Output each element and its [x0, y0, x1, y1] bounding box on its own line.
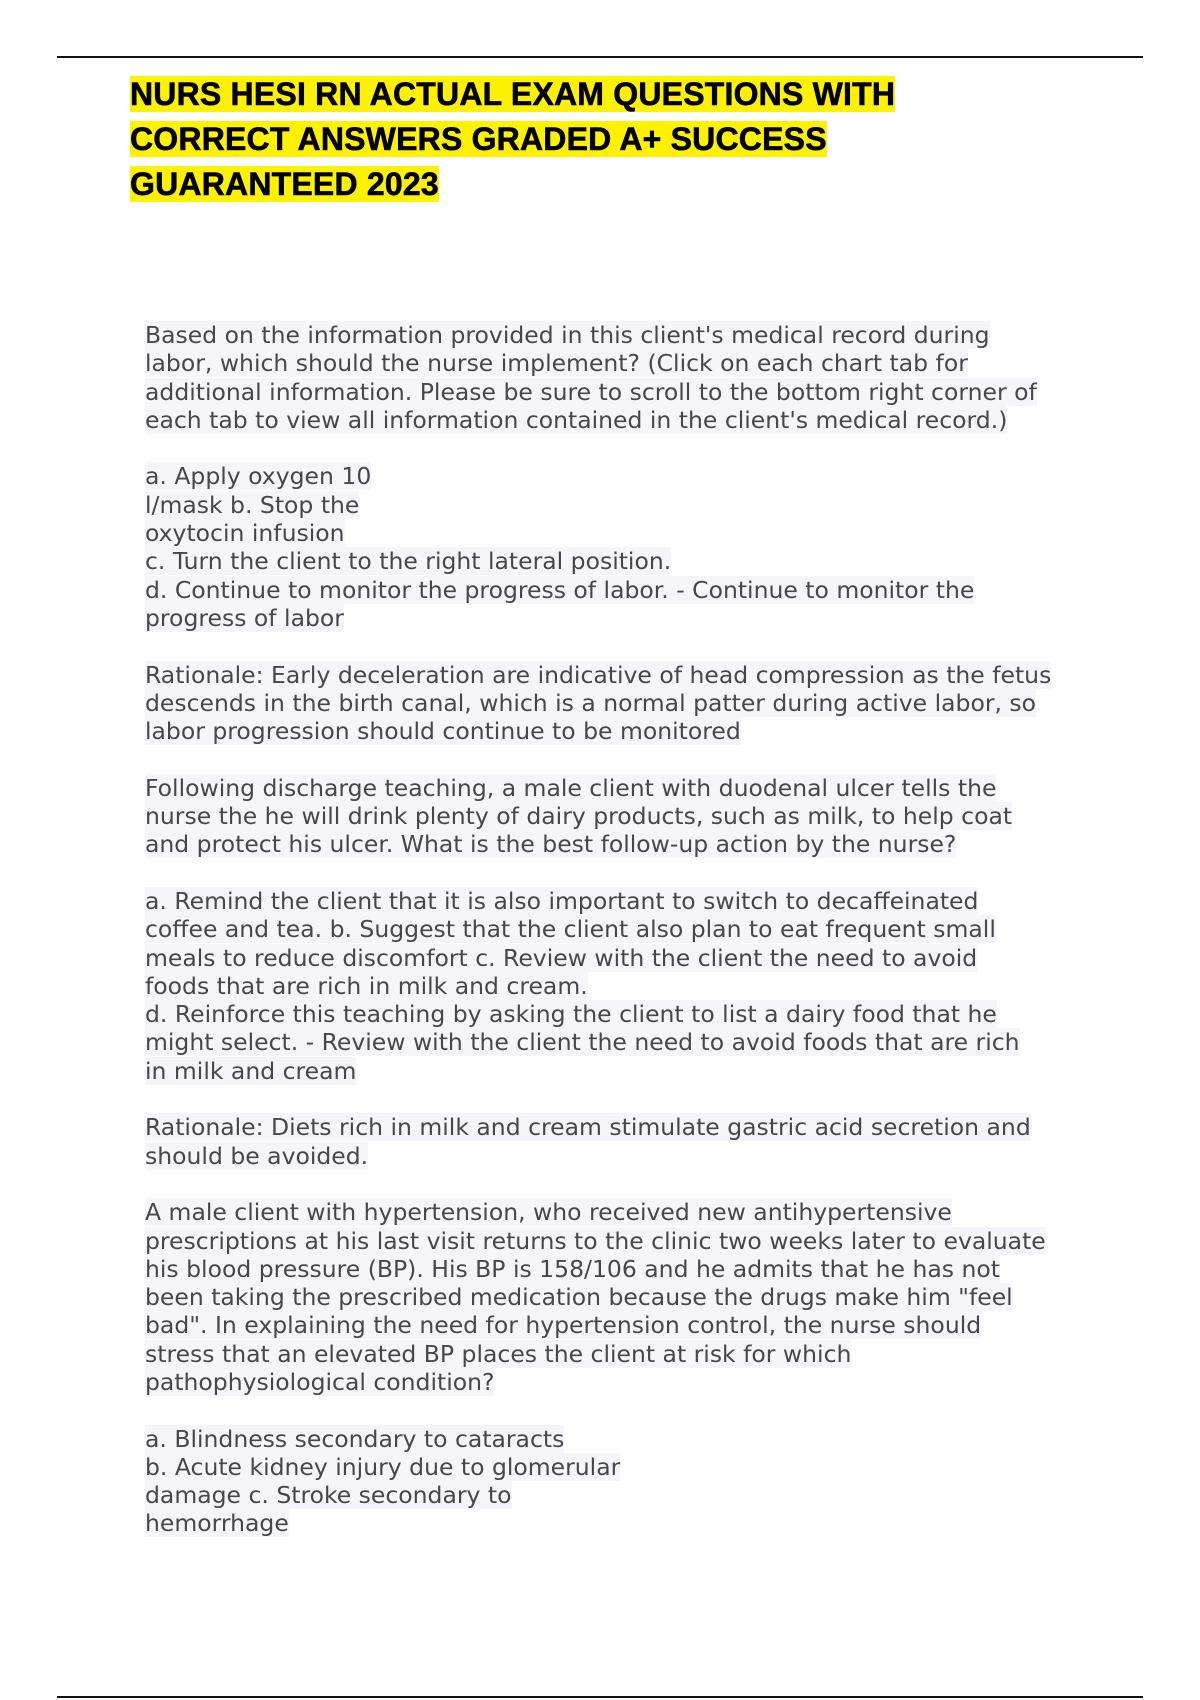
body-line — [145, 349, 1145, 377]
body-line — [145, 689, 1145, 717]
body-line — [145, 1453, 1145, 1481]
body-paragraph — [145, 887, 1145, 1085]
body-line-text: Based on the information provided in this client's medical record during — [145, 321, 990, 349]
body-line-text: stress that an elevated BP places the client at risk for which — [145, 1339, 852, 1368]
title-line: NURS HESI RN ACTUAL EXAM QUESTIONS WITH — [130, 76, 896, 112]
body-line-text: bad". In explaining the need for hypertension control, the nurse should — [145, 1311, 982, 1340]
body-line — [145, 547, 1145, 575]
body-line-text: a. Blindness secondary to cataracts — [145, 1424, 565, 1453]
body-line — [145, 972, 1145, 1000]
title-line: CORRECT ANSWERS GRADED A+ SUCCESS — [130, 121, 827, 157]
body-line-text: labor, which should the nurse implement? (Click on each chart tab for — [145, 349, 968, 378]
body-line-text: might select. - Review with the client the need to avoid foods that are rich — [145, 1028, 1020, 1057]
body-line-text: his blood pressure (BP). His BP is 158/106 and he admits that he has not — [145, 1254, 1000, 1283]
body-line-text: foods that are rich in milk and cream. — [145, 971, 588, 1000]
body-line-text: d. Reinforce this teaching by asking the client to list a dairy food that he — [145, 1000, 997, 1029]
body-line — [145, 1142, 1145, 1170]
body-line-text: coffee and tea. b. Suggest that the client also plan to eat frequent small — [145, 915, 996, 944]
body-paragraph — [145, 462, 1145, 632]
body-line — [145, 717, 1145, 745]
bottom-rule — [57, 1696, 1143, 1698]
body-line — [145, 1198, 1145, 1226]
body-line — [145, 491, 1145, 519]
body-line-text: should be avoided. — [145, 1141, 369, 1170]
body-line — [145, 519, 1145, 547]
body-paragraph — [145, 1113, 1145, 1170]
body-line — [145, 1425, 1145, 1453]
body-line — [145, 576, 1145, 604]
body-line — [145, 944, 1145, 972]
top-rule — [57, 56, 1143, 58]
body-line — [145, 1227, 1145, 1255]
body-line-text: hemorrhage — [145, 1509, 289, 1538]
body-line — [145, 462, 1145, 490]
body-paragraph — [145, 774, 1145, 859]
body-line — [145, 887, 1145, 915]
body-line — [145, 1340, 1145, 1368]
body-line — [145, 1481, 1145, 1509]
body-line — [145, 1057, 1145, 1085]
body-line — [145, 661, 1145, 689]
document-title — [130, 72, 1030, 207]
body-line — [145, 915, 1145, 943]
body-line — [145, 378, 1145, 406]
body-line — [145, 1000, 1145, 1028]
body-line-text: d. Continue to monitor the progress of labor. - Continue to monitor the — [145, 575, 975, 604]
body-line-text: in milk and cream — [145, 1056, 357, 1085]
body-line — [145, 1368, 1145, 1396]
body-line-text: and protect his ulcer. What is the best follow-up action by the nurse? — [145, 830, 957, 859]
body-line — [145, 802, 1145, 830]
title-line: GUARANTEED 2023 — [130, 166, 439, 202]
body-line — [145, 830, 1145, 858]
body-paragraph — [145, 661, 1145, 746]
body-line — [145, 1311, 1145, 1339]
body-line-text: a. Apply oxygen 10 — [145, 462, 372, 491]
body-paragraph — [145, 1198, 1145, 1396]
body-paragraph — [145, 1425, 1145, 1538]
body-line — [145, 604, 1145, 632]
body-line-text: l/mask b. Stop the — [145, 490, 360, 519]
body-line-text: pathophysiological condition? — [145, 1367, 495, 1396]
body-line-text: nurse the he will drink plenty of dairy products, such as milk, to help coat — [145, 802, 1013, 831]
body-line-text: prescriptions at his last visit returns to the clinic two weeks later to evaluate — [145, 1226, 1046, 1255]
body-line-text: descends in the birth canal, which is a normal patter during active labor, so — [145, 688, 1037, 717]
body-line-text: meals to reduce discomfort c. Review with the client the need to avoid — [145, 943, 978, 972]
body-line-text: A male client with hypertension, who received new antihypertensive — [145, 1198, 952, 1227]
document-body — [145, 321, 1145, 1538]
body-line-text: each tab to view all information contained in the client's medical record.) — [145, 405, 1008, 434]
body-line-text: a. Remind the client that it is also important to switch to decaffeinated — [145, 886, 979, 915]
body-line-text: c. Turn the client to the right lateral position. — [145, 547, 672, 576]
body-line — [145, 1509, 1145, 1537]
body-line — [145, 1255, 1145, 1283]
body-line-text: oxytocin infusion — [145, 519, 345, 548]
body-line-text: damage c. Stroke secondary to — [145, 1481, 512, 1510]
body-line-text: Rationale: Early deceleration are indicative of head compression as the fetus — [145, 660, 1052, 689]
body-line-text: b. Acute kidney injury due to glomerular — [145, 1452, 621, 1481]
body-line-text: progress of labor — [145, 603, 344, 632]
body-line-text: been taking the prescribed medication because the drugs make him "feel — [145, 1283, 1013, 1312]
body-line — [145, 321, 1145, 349]
body-line — [145, 1283, 1145, 1311]
body-line-text: labor progression should continue to be monitored — [145, 717, 741, 746]
body-line-text: Following discharge teaching, a male client with duodenal ulcer tells the — [145, 773, 997, 802]
body-paragraph — [145, 321, 1145, 434]
body-line-text: additional information. Please be sure to scroll to the bottom right corner of — [145, 377, 1037, 406]
body-line — [145, 406, 1145, 434]
body-line-text: Rationale: Diets rich in milk and cream stimulate gastric acid secretion and — [145, 1113, 1031, 1142]
body-line — [145, 1113, 1145, 1141]
body-line — [145, 1028, 1145, 1056]
body-line — [145, 774, 1145, 802]
